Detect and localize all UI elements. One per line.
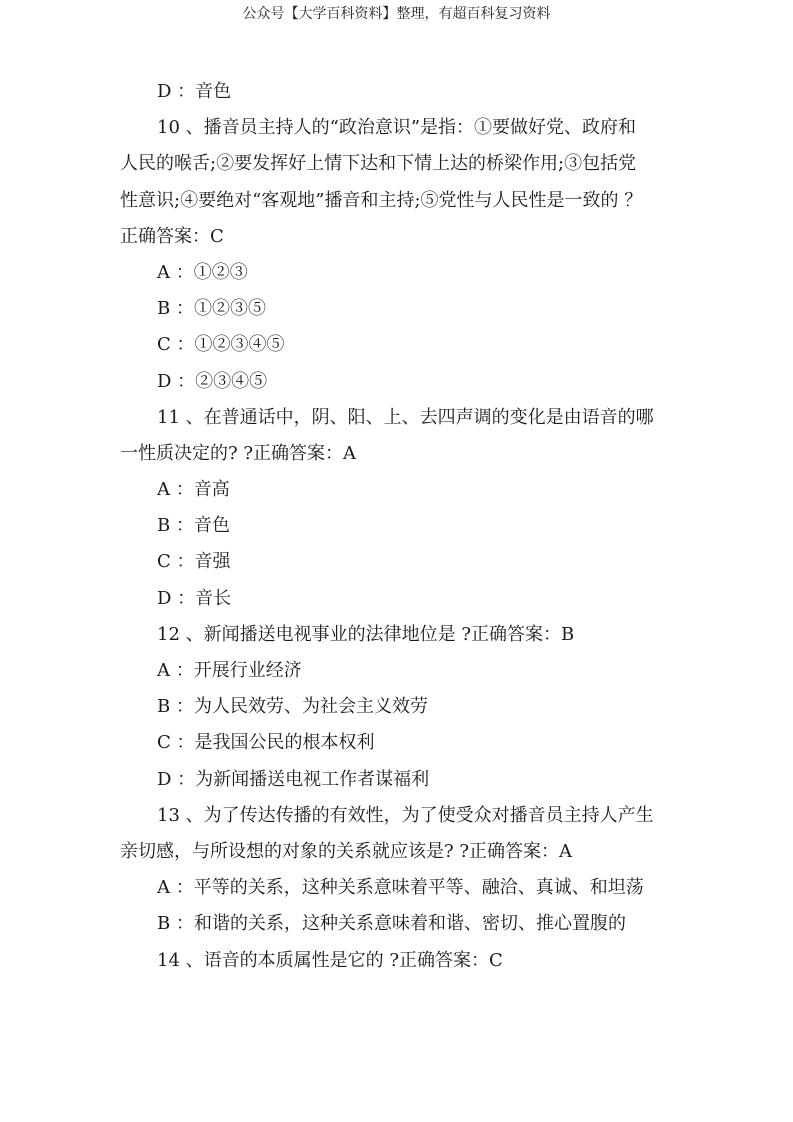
text-line-10: 11 、在普通话中，阴、阳、上、去四声调的变化是由语音的哪 [157, 406, 654, 428]
text-line-25: 14 、语音的本质属性是它的 ?正确答案：C [157, 949, 503, 971]
text-line-13: B ：音色 [157, 515, 230, 537]
text-line-23: A ：平等的关系，这种关系意味着平等、融洽、真诚、和坦荡 [157, 877, 644, 899]
text-line-16: 12 、新闻播送电视事业的法律地位是 ?正确答案：B [157, 623, 575, 645]
text-line-15: D ：音长 [157, 587, 232, 609]
text-line-1: D ：音色 [157, 81, 232, 102]
text-line-22: 亲切感，与所设想的对象的关系就应该是? ?正确答案：A [120, 840, 573, 862]
text-line-14: C ：音强 [157, 551, 231, 573]
text-line-11: 一性质决定的? ?正确答案：A [120, 442, 357, 464]
text-line-8: C ：①②③④⑤ [157, 334, 285, 356]
text-line-21: 13 、为了传达传播的有效性，为了使受众对播音员主持人产生 [157, 804, 654, 826]
text-line-9: D ：②③④⑤ [157, 370, 268, 392]
page-header: 公众号【大学百科资料】整理，有超百科复习资料 [242, 6, 551, 22]
text-line-2: 10 、播音员主持人的“政治意识”是指：①要做好党、政府和 [157, 117, 637, 139]
text-line-17: A ：开展行业经济 [157, 660, 302, 681]
document-body [120, 74, 680, 979]
text-line-6: A ：①②③ [157, 261, 248, 283]
text-line-7: B ：①②③⑤ [157, 298, 266, 320]
text-line-19: C ：是我国公民的根本权利 [157, 732, 375, 754]
text-line-3: 人民的喉舌;②要发挥好上情下达和下情上达的桥梁作用;③包括党 [120, 153, 637, 175]
text-line-4: 性意识;④要绝对“客观地”播音和主持;⑤党性与人民性是一致的 ？ [120, 189, 643, 211]
text-line-12: A ：音高 [157, 479, 230, 501]
text-line-5: 正确答案：C [120, 225, 224, 247]
text-line-18: B ：为人民效劳、为社会主义效劳 [157, 696, 428, 718]
text-line-20: D ：为新闻播送电视工作者谋福利 [157, 768, 430, 790]
text-line-24: B ：和谐的关系，这种关系意味着和谐、密切、推心置腹的 [157, 913, 626, 935]
